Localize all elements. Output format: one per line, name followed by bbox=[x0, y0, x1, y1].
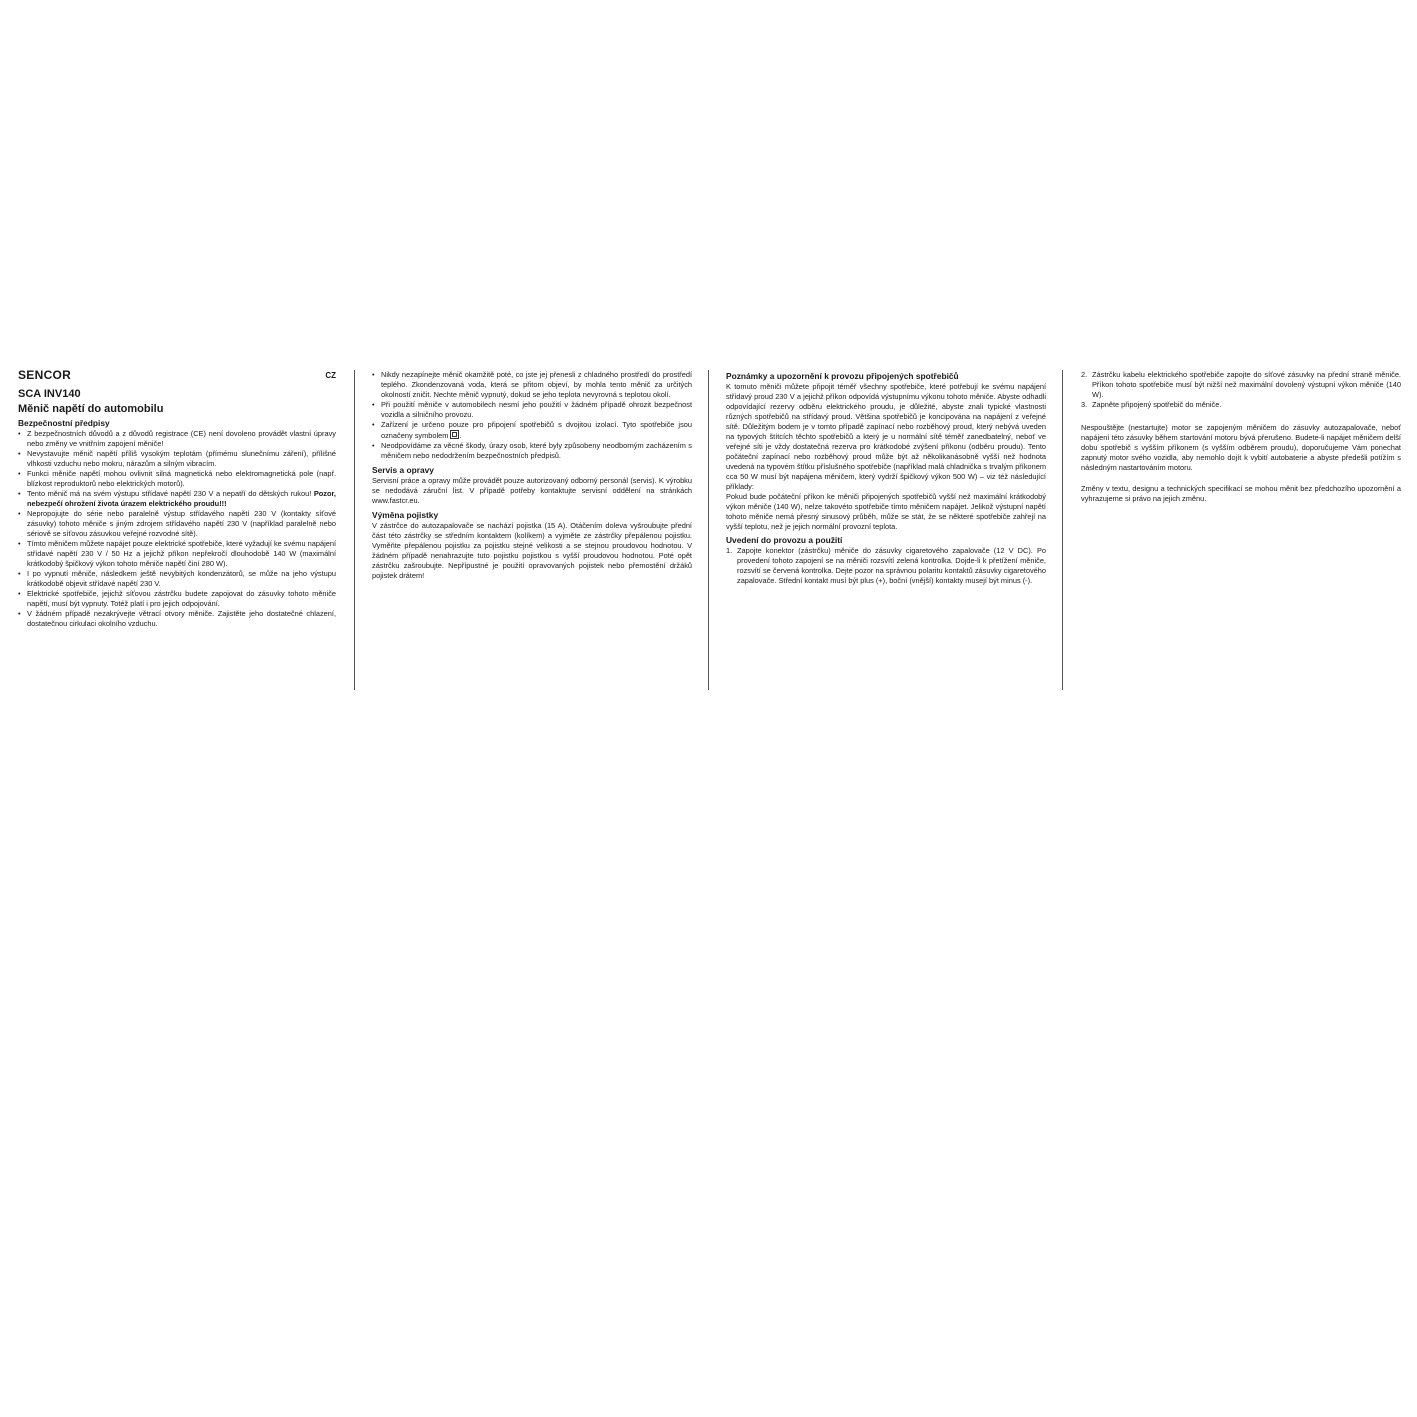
notes-heading: Poznámky a upozornění k provozu připojených spotřebičů bbox=[726, 371, 959, 381]
list-item: • Nikdy nezapínejte měnič okamžitě poté, co jste jej přenesli z chladného prostředí do prostředí teplého. Zkondenzovaná voda, která se přitom objeví, by mohla tento měnič za určitých okolností zničit. Nechte měnič vypnutý, dokud se jeho teplota nevyrovná s teplotou okolí. bbox=[372, 370, 692, 400]
column-3 bbox=[726, 371, 1046, 586]
list-item: • Nepropojujte do série nebo paralelně výstup střídavého napětí 230 V (kontakty síťové zásuvky) tohoto měniče s jiným zdrojem střídavého napětí 230 V (například paralelně nebo sériově se síťovou zásuvkou veřejné rozvodné sítě). bbox=[18, 509, 336, 539]
list-item: • I po vypnutí měniče, následkem ještě nevybitých kondenzátorů, se může na jeho výstupu krátkodobě objevit střídavé napětí 230 V. bbox=[18, 569, 336, 589]
service-heading: Servis a opravy bbox=[372, 465, 434, 475]
service-text: Servisní práce a opravy může provádět pouze autorizovaný odborný personál (servis). K výrobku se nedodává záruční list. V případě potřeby kontaktujte servisní oddělení na stránkách www.fastcr.eu. bbox=[372, 476, 692, 505]
notes-paragraph-1: K tomuto měniči můžete připojit téměř všechny spotřebiče, které potřebují ke svému napájení střídavý proud 230 V a jejichž příkon odpovídá výstupnímu výkonu tohoto měniče. Abyste odhadli odpovídající rezervy odběru elektrického proudu, je důležité, abyste znali typické vlastnosti různých spotřebičů na střídavý proud. Většina spotřebičů je koncipována na napájení z veřejné sítě. Důležitým bodem je v tomto případě zapínací nebo rozběhový proud, který nebývá uveden na typových štítcích těchto spotřebičů a který je u normální sítě téměř zanedbatelný, neboť ve veřejné síti je vždy dostatečná rezerva pro krátkodobé zvýšení příkonu (odběru proudu). Tento počáteční zapínací nebo rozběhový proud může být až několikanásobně vyšší než hodnota uvedená na typovém štítku příslušného spotřebiče (například malá chladnička s trvalým příkonem cca 50 W musí být napájena měničem, který vydrží špičkový výkon 500 W) – viz též následující příklady: bbox=[726, 382, 1046, 491]
startup-heading: Uvedení do provozu a použití bbox=[726, 535, 843, 545]
list-item: • Funkci měniče napětí mohou ovlivnit silná magnetická nebo elektromagnetická pole (např. blízkost reproduktorů nebo elektrických motorů). bbox=[18, 469, 336, 489]
list-item: • Z bezpečnostních důvodů a z důvodů registrace (CE) není dovoleno provádět vlastní úpravy nebo změny ve vnitřním zapojení měniče! bbox=[18, 429, 336, 449]
document-title: Měnič napětí do automobilu bbox=[18, 403, 164, 415]
list-item: 2. Zástrčku kabelu elektrického spotřebiče zapojte do síťové zásuvky na přední straně měniče. Příkon tohoto spotřebiče musí být nižší než maximální dovolený výstupní výkon měniče (140 W). bbox=[1081, 370, 1401, 399]
list-item: • Tímto měničem můžete napájet pouze elektrické spotřebiče, které vyžadují ke svému napájení střídavé napětí 230 V / 50 Hz a jejichž příkon nepřekročí dlouhodobě 140 W (maximální krátkodobý špičkový výkon tohoto měniče napětí činí 280 W). bbox=[18, 539, 336, 569]
safety-list bbox=[18, 429, 336, 629]
list-item: • Nevystavujte měnič napětí příliš vysokým teplotám (přímému slunečnímu záření), přílišné vlhkosti vzduchu nebo mokru, nárazům a silným vibracím. bbox=[18, 449, 336, 469]
list-item: • Tento měnič má na svém výstupu střídavé napětí 230 V a nepatří do dětských rukou! Pozor, nebezpečí ohrožení života úrazem elektrického proudu!!! bbox=[18, 489, 336, 509]
model-name: SCA INV140 bbox=[18, 388, 81, 400]
fuse-heading: Výměna pojistky bbox=[372, 510, 439, 520]
list-item: 1. Zapojte konektor (zástrčku) měniče do zásuvky cigaretového zapalovače (12 V DC). Po provedení tohoto zapojení se na měniči rozsvítí zelená kontrolka. Dojde-li k přetížení měniče, rozsvítí se červená kontrolka. Dejte pozor na správnou polaritu kontaktů zásuvky cigaretového zapalovače. Střední kontakt musí být plus (+), boční (vnější) kontakty musejí být minus (-). bbox=[726, 546, 1046, 585]
column-2 bbox=[372, 370, 692, 581]
notes-paragraph-2: Pokud bude počáteční příkon ke měniči připojených spotřebičů vyšší než maximální krátkodobý výkon měniče (140 W), nelze takovéto spotřebiče tímto měničem napájet. Jelikož výstupní napětí tohoto měniče nemá přesný sinusový průběh, může se stát, že se některé spotřebiče zahřejí na vyšší teplotu, než je jejich normální provozní teplota. bbox=[726, 492, 1046, 531]
list-item: • Zařízení je určeno pouze pro připojení spotřebičů s dvojitou izolací. Tyto spotřebiče jsou označeny symbolem . bbox=[372, 420, 692, 441]
changes-note: Změny v textu, designu a technických specifikací se mohou měnit bez předchozího upozornění a vyhrazujeme si právo na jejich změnu. bbox=[1081, 484, 1401, 503]
list-item: • Při použití měniče v automobilech nesmí jeho použití v žádném případě ohrozit bezpečnost vozidla a silničního provozu. bbox=[372, 400, 692, 420]
list-item: • V žádném případě nezakrývejte větrací otvory měniče. Zajistěte jeho dostatečné chlazení, dostatečnou cirkulaci okolního vzduchu. bbox=[18, 609, 336, 629]
header-row bbox=[18, 370, 336, 380]
fuse-text: V zástrčce do autozapalovače se nachází pojistka (15 A). Otáčením doleva vyšroubujte přední část této zástrčky se středním kontaktem (kolíkem) a vyjměte ze zástrčky přepálenou pojistku. Vyměňte přepálenou pojistku za pojistku stejné velikosti a se stejnou proudovou hodnotou. V žádném případě nenahrazujte tuto pojistku pojistkou s vyšší proudovou hodnotou. Poté opět zástrčku zašroubujte. Nepřípustné je použití opravovaných pojistek nebo přemostění držáků pojistek drátem! bbox=[372, 521, 692, 580]
column-4 bbox=[1081, 370, 1401, 504]
brand-logo: SENCOR bbox=[18, 368, 72, 382]
column-divider bbox=[354, 370, 355, 690]
startup-steps bbox=[726, 546, 1046, 586]
list-item: • Neodpovídáme za věcné škody, úrazy osob, které byly způsobeny neodborným zacházením s měničem nebo nedodržením bezpečnostních předpisů. bbox=[372, 441, 692, 461]
engine-note: Nespouštějte (nestartujte) motor se zapojeným měničem do zásuvky autozapalovače, neboť napájení této zásuvky během startování motoru bývá přerušeno. Budete-li napájet měničem delší dobu spotřebič s vyšším příkonem (s vyšším odběrem proudu), doporučujeme Vám ponechat zapnutý motor svého vozidla, aby nemohlo dojít k vybití autobaterie a abyste předešli potížím s následným nastartováním motoru. bbox=[1081, 423, 1401, 472]
startup-steps-continued bbox=[1081, 370, 1401, 410]
language-code: CZ bbox=[325, 371, 336, 380]
column-divider bbox=[708, 370, 709, 690]
danger-warning: Pozor, nebezpečí ohrožení života úrazem elektrického proudu!!! bbox=[27, 489, 336, 508]
list-item: • Elektrické spotřebiče, jejichž síťovou zástrčku budete zapojovat do zásuvky tohoto měniče napětí, musí být vypnuty. Totéž platí i pro jejich odpojování. bbox=[18, 589, 336, 609]
safety-heading: Bezpečnostní předpisy bbox=[18, 418, 110, 428]
column-1 bbox=[18, 370, 336, 629]
double-insulation-icon bbox=[450, 430, 459, 439]
list-item: 3. Zapněte připojený spotřebič do měniče. bbox=[1081, 400, 1222, 409]
safety-list-continued bbox=[372, 370, 692, 461]
column-divider bbox=[1062, 370, 1063, 690]
